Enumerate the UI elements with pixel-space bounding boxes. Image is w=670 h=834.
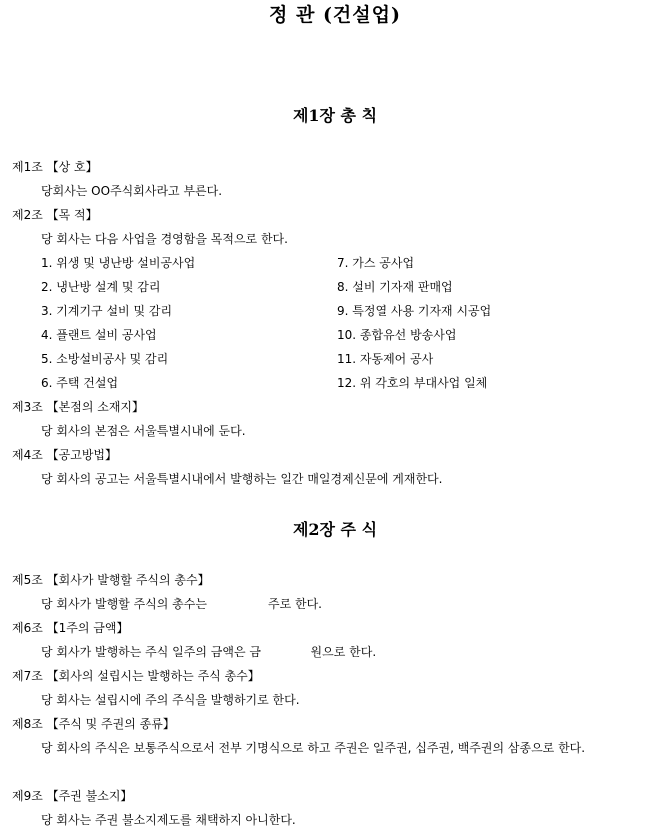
article-7-body: 당 회사는 설립시에 주의 주식을 발행하기로 한다. xyxy=(41,693,300,707)
purpose-item: 4. 플랜트 설비 공사업 xyxy=(41,328,157,342)
article-1-heading: 제1조 【상 호】 xyxy=(12,160,98,174)
purpose-item: 11. 자동제어 공사 xyxy=(337,352,434,366)
article-1-body: 당회사는 OO주식회사라고 부른다. xyxy=(41,184,223,198)
purpose-item: 6. 주택 건설업 xyxy=(41,376,119,390)
article-6-body: 당 회사가 발행하는 주식 일주의 금액은 금 원으로 한다. xyxy=(41,645,377,659)
article-8-heading: 제8조 【주식 및 주권의 종류】 xyxy=(12,717,175,731)
chapter-2-heading: 제2장 주 식 xyxy=(292,520,378,539)
article-3-heading: 제3조 【본점의 소재지】 xyxy=(12,400,145,414)
article-6-heading: 제6조 【1주의 금액】 xyxy=(12,621,129,635)
article-3-body: 당 회사의 본점은 서울특별시내에 둔다. xyxy=(41,424,246,438)
purpose-item: 5. 소방설비공사 및 감리 xyxy=(41,352,169,366)
article-7-heading: 제7조 【회사의 설립시는 발행하는 주식 총수】 xyxy=(12,669,260,683)
document-title: 정 관 (건설업) xyxy=(269,4,401,26)
article-4-heading: 제4조 【공고방법】 xyxy=(12,448,118,462)
article-4-body: 당 회사의 공고는 서울특별시내에서 발행하는 일간 매일경제신문에 게재한다. xyxy=(41,472,443,486)
article-9-body: 당 회사는 주권 불소지제도를 채택하지 아니한다. xyxy=(41,813,296,827)
article-9-heading: 제9조 【주권 불소지】 xyxy=(12,789,133,803)
article-2-body: 당 회사는 다음 사업을 경영함을 목적으로 한다. xyxy=(41,232,288,246)
purpose-item: 9. 특정열 사용 기자재 시공업 xyxy=(337,304,492,318)
article-8-body: 당 회사의 주식은 보통주식으로서 전부 기명식으로 하고 주권은 일주권, 십주권, 백주권의 삼종으로 한다. xyxy=(41,741,586,755)
purpose-item: 7. 가스 공사업 xyxy=(337,256,415,270)
purpose-item: 3. 기계기구 설비 및 감리 xyxy=(41,304,173,318)
purpose-item: 12. 위 각호의 부대사업 일체 xyxy=(337,376,488,390)
article-2-heading: 제2조 【목 적】 xyxy=(12,208,98,222)
article-5-body: 당 회사가 발행할 주식의 총수는 주로 한다. xyxy=(41,597,322,611)
purpose-item: 1. 위생 및 냉난방 설비공사업 xyxy=(41,256,196,270)
purpose-item: 2. 냉난방 설계 및 감리 xyxy=(41,280,161,294)
chapter-1-heading: 제1장 총 칙 xyxy=(292,106,378,125)
purpose-item: 10. 종합유선 방송사업 xyxy=(337,328,457,342)
purpose-item: 8. 설비 기자재 판매업 xyxy=(337,280,453,294)
article-5-heading: 제5조 【회사가 발행할 주식의 총수】 xyxy=(12,573,210,587)
